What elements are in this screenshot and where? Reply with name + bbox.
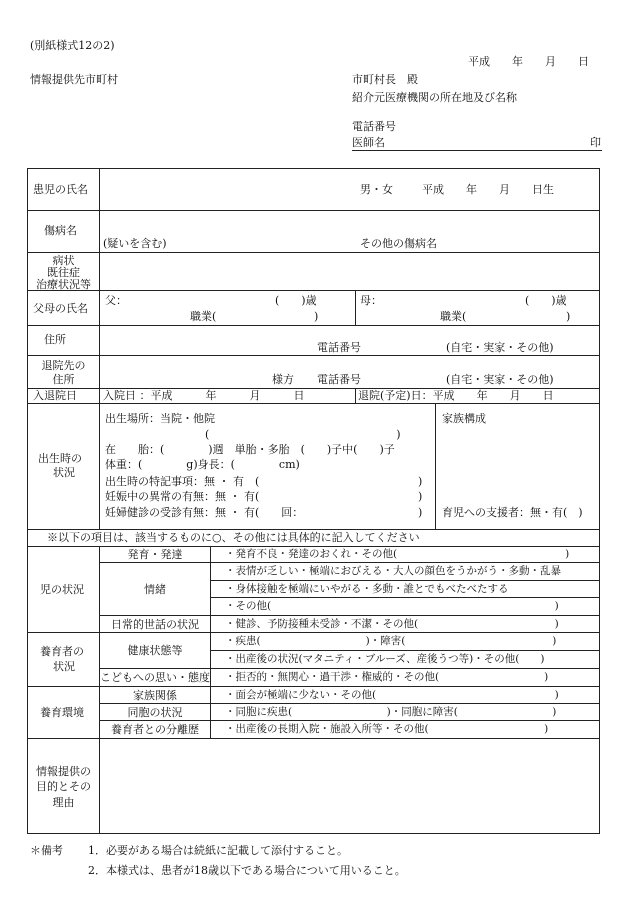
parents-divider: [355, 290, 356, 325]
diagnosis-note: (疑いを含む): [103, 237, 167, 250]
row-line: [28, 632, 599, 633]
row-line: [28, 325, 599, 326]
notes-title: ＊備考: [30, 844, 63, 857]
row-line: [28, 355, 599, 356]
address-label: 住所: [44, 333, 66, 346]
father-job-close: ): [314, 310, 319, 323]
development-value[interactable]: ・発育不良・発達のおくれ・その他( ): [225, 548, 570, 560]
caregiver-label-1: 養育者の: [40, 645, 84, 658]
label-column-divider: [99, 169, 100, 529]
subrow-line: [210, 580, 599, 581]
note-2: 2．本様式は、患者が18歳以下である場合について用いること。: [88, 864, 406, 877]
parents-label: 父母の氏名: [33, 302, 88, 315]
health-label: 健康状態等: [127, 644, 183, 657]
subrow-line: [100, 668, 599, 669]
birth-place-detail[interactable]: ( ): [205, 428, 401, 441]
discharge-address-label-1: 退院先の: [41, 359, 86, 372]
mother-age[interactable]: ( )歳: [525, 294, 567, 307]
development-label: 発育・発達: [127, 548, 183, 561]
pregnancy-close: ): [418, 490, 423, 503]
history-label-2: 既往症: [47, 266, 80, 279]
address-options[interactable]: (自宅・実家・その他): [446, 341, 554, 354]
subrow-line: [100, 562, 599, 563]
birth-status-label-2: 状況: [53, 466, 75, 479]
addressee: 市町村長 殿: [352, 73, 418, 86]
sublabel-divider: [210, 546, 211, 738]
sex-options[interactable]: 男・女: [360, 183, 393, 196]
birth-family-divider: [435, 403, 436, 529]
admission-label: 入退院日: [33, 389, 77, 402]
feelings-label: こどもへの思い・態度: [100, 671, 210, 684]
discharge-address-label-2: 住所: [52, 373, 75, 386]
emotion-line-1[interactable]: ・表情が乏しい・極端におびえる・大人の顔色をうかがう・多動・乱暴: [225, 565, 561, 577]
mother-label: 母：: [360, 294, 382, 307]
form-number: (別紙様式12の2): [30, 39, 115, 52]
health-line-1[interactable]: ・疾患( )・障害( ): [225, 635, 557, 647]
checkup-line[interactable]: 妊婦健診の受診有無：無 ・ 有( 回：: [105, 506, 304, 519]
pregnancy-line[interactable]: 妊娠中の異常の有無：無 ・ 有(: [105, 490, 260, 503]
address-phone-label: 電話番号: [317, 341, 361, 354]
caregiver-label-2: 状況: [53, 660, 75, 673]
row-line: [28, 738, 599, 739]
phone-label: 電話番号: [352, 120, 396, 133]
purpose-label-1: 情報提供の: [36, 765, 91, 778]
gestation-line[interactable]: 在 胎：( )週 単胎・多胎 ( )子中( )子: [105, 443, 395, 456]
health-line-2[interactable]: ・出産後の状況(マタニティ・ブルーズ、産後うつ等)・その他( ): [225, 653, 545, 665]
discharge-options[interactable]: (自宅・実家・その他): [446, 373, 554, 386]
discharge-date[interactable]: 退院(予定)日：平成 年 月 日: [358, 389, 554, 402]
purpose-label-2: 目的とその: [36, 780, 91, 793]
date-line: 平成 年 月 日: [468, 55, 589, 68]
discharge-phone-label: 電話番号: [317, 373, 361, 386]
special-notes-line[interactable]: 出生時の特記事項：無 ・ 有 (: [105, 475, 260, 488]
admission-divider: [355, 388, 356, 403]
doctor-label: 医師名: [352, 136, 385, 149]
seal-mark: 印: [590, 136, 601, 149]
family-relations-value[interactable]: ・面会が極端に少ない・その他( ): [225, 689, 559, 701]
emotion-label: 情緒: [144, 583, 166, 596]
birth-status-label-1: 出生時の: [38, 452, 82, 465]
separation-value[interactable]: ・出産後の長期入院・施設入所等・その他( ): [225, 723, 549, 735]
purpose-text-area[interactable]: [101, 740, 598, 832]
birth-date[interactable]: 平成 年 月 日生: [422, 183, 554, 196]
siblings-value[interactable]: ・同胞に疾患( )・同胞に障害( ): [225, 706, 557, 718]
row-line: [28, 290, 599, 291]
other-diagnosis-label: その他の傷病名: [360, 237, 437, 250]
birth-place[interactable]: 出生場所：当院・他院: [105, 412, 215, 425]
child-status-label: 児の状況: [40, 583, 84, 596]
body-measure-line[interactable]: 体重：( g)身長：( cm): [105, 458, 300, 471]
care-of-label: 様方: [272, 373, 294, 386]
referrer-label: 紹介元医療機関の所在地及び名称: [352, 91, 517, 104]
row-line: [28, 686, 599, 687]
siblings-label: 同胞の状況: [127, 706, 183, 719]
recipient-municipality: 情報提供先市町村: [30, 73, 118, 86]
special-notes-close: ): [418, 475, 423, 488]
daily-care-value[interactable]: ・健診、予防接種未受診・不潔・その他( ): [225, 618, 559, 630]
feelings-value[interactable]: ・拒否的・無関心・過干渉・権威的・その他( ): [225, 671, 549, 683]
row-line: [28, 529, 599, 530]
subrow-line: [210, 650, 599, 651]
subrow-line: [100, 615, 599, 616]
emotion-line-3[interactable]: ・その他( ): [225, 600, 559, 612]
subrow-line: [100, 703, 599, 704]
family-relations-label: 家族関係: [133, 689, 177, 702]
emotion-line-2[interactable]: ・身体接触を極端にいやがる・多動・誰とでもべたべたする: [225, 583, 509, 595]
family-structure-label: 家族構成: [442, 412, 486, 425]
row-line: [28, 546, 599, 547]
father-job[interactable]: 職業(: [190, 310, 217, 323]
history-label-1: 病状: [52, 254, 75, 267]
mother-job[interactable]: 職業(: [440, 310, 467, 323]
subrow-line: [100, 720, 599, 721]
father-age[interactable]: ( )歳: [275, 294, 317, 307]
row-line: [28, 252, 599, 253]
father-label: 父：: [105, 294, 127, 307]
daily-care-label: 日常的世話の状況: [111, 618, 199, 631]
checkup-close: ): [418, 506, 423, 519]
mother-job-close: ): [566, 310, 571, 323]
row-line: [28, 403, 599, 404]
support-line[interactable]: 育児への支援者：無・有( ): [442, 506, 583, 519]
diagnosis-label: 傷病名: [44, 224, 77, 237]
subrow-line: [210, 597, 599, 598]
admission-date[interactable]: 入院日 ：平成 年 月 日: [103, 389, 305, 402]
patient-name-label: 患児の氏名: [33, 183, 88, 196]
doctor-signature-line: [352, 150, 602, 151]
note-1: 1．必要がある場合は続紙に記載して添付すること。: [88, 844, 348, 857]
environment-label: 養育環境: [40, 706, 84, 719]
separation-label: 養育者との分離歴: [111, 723, 199, 736]
row-line: [28, 210, 599, 211]
purpose-label-3: 理由: [52, 796, 75, 809]
instruction-text: ※以下の項目は、該当するものに○、その他には具体的に記入してください: [47, 531, 420, 544]
history-label-3: 治療状況等: [36, 278, 91, 291]
